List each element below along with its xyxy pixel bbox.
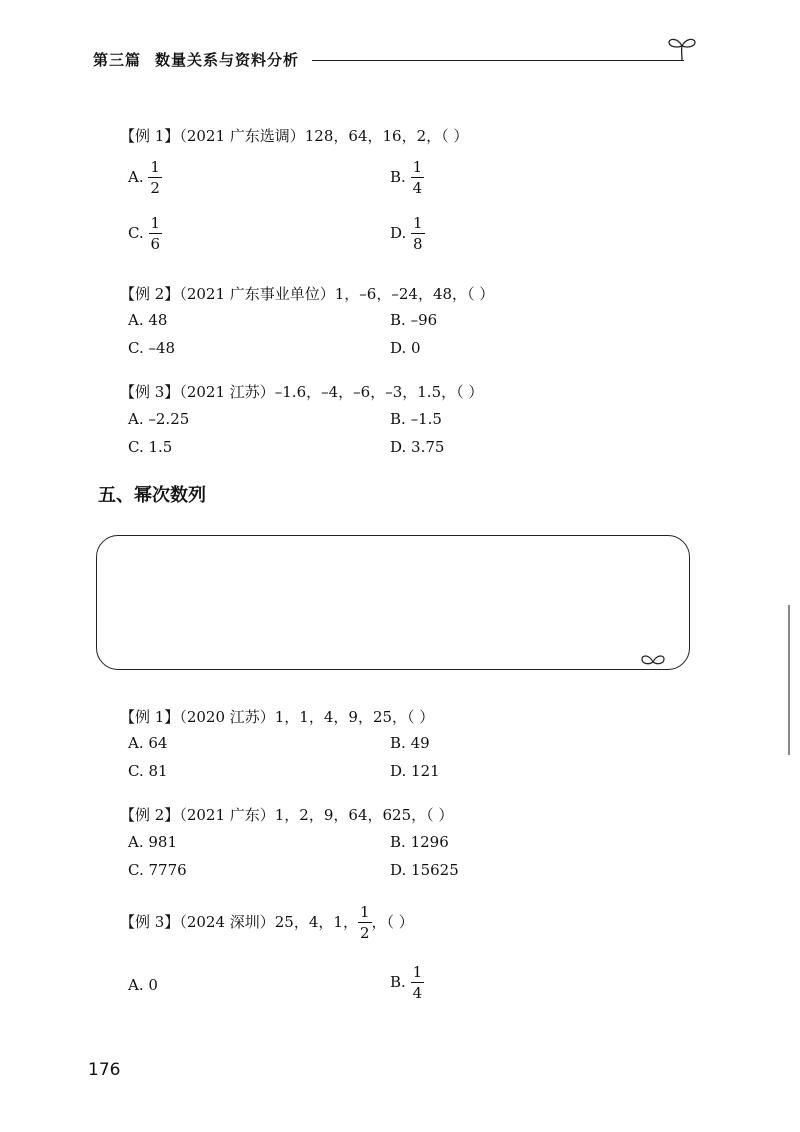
header-rule [312,60,684,61]
fraction: $\frac{1}{4}$ [412,158,423,197]
option-a: A. $\frac{1}{2}$ [128,158,160,197]
option-d: D. 0 [390,339,421,357]
example-question [120,804,453,825]
option-c: C. 1.5 [128,438,173,456]
example-source: （2021 广东事业单位） [179,285,335,303]
example-sequence: 1，–6，–24，48，（ ） [334,285,495,303]
option-c: C. $\frac{1}{6}$ [128,214,161,253]
option-d: D. 121 [390,762,440,780]
example-label: 【例 1】 [120,127,180,145]
example-label: 【例 1】 [120,708,180,726]
option-c: C. 81 [128,762,168,780]
fraction: $\frac{1}{4}$ [412,963,423,1002]
section-title: 五、幂次数列 [98,485,206,506]
leaf-ornament-icon [640,652,666,674]
example-label: 【例 2】 [120,285,180,303]
option-b: B. –1.5 [390,410,442,428]
notes-box [96,535,690,670]
option-c: C. –48 [128,339,176,357]
fraction: $\frac{1}{2}$ [359,903,370,942]
option-b: B. $\frac{1}{4}$ [390,963,423,1002]
example-source: （2021 广东） [179,806,275,824]
option-b: B. 49 [390,734,430,752]
fraction: $\frac{1}{6}$ [150,214,161,253]
page-number: 176 [88,1060,121,1080]
option-a: A. –2.25 [128,410,190,428]
scan-edge-mark [788,605,790,755]
example-sequence: 128，64，16，2，（ ） [304,127,469,145]
option-a: A. 981 [128,833,178,851]
example-source: （2021 广东选调） [179,127,305,145]
example-label: 【例 3】 [120,383,180,401]
example-sequence: 1，2，9，64，625，（ ） [274,806,454,824]
header-title [93,49,299,70]
example-question [120,381,483,402]
option-b: B. –96 [390,311,438,329]
example-label: 【例 3】 [120,913,180,931]
example-question [120,283,494,304]
fraction: $\frac{1}{8}$ [413,214,423,253]
option-a: A. 48 [128,311,168,329]
example-sequence: –1.6，–4，–6，–3，1.5，（ ） [274,383,484,401]
option-d: D. 15625 [390,861,459,879]
fraction: $\frac{1}{2}$ [150,158,160,197]
header-chapter: 数量关系与资料分析 [155,51,300,69]
example-sequence: 1，1，4，9，25，（ ） [274,708,435,726]
example-label: 【例 2】 [120,806,180,824]
example-source: （2020 江苏） [179,708,275,726]
example-question [120,706,434,727]
option-d: D. $\frac{1}{8}$ [390,214,423,253]
option-a: A. 0 [128,976,158,994]
example-question: 【例 3】（2024 深圳）25，4，1， $\frac{1}{2}$ ，（ ） [120,903,414,942]
example-sequence: 25，4，1， [274,913,358,931]
option-d: D. 3.75 [390,438,445,456]
sprout-leaf-icon [666,34,698,66]
example-source: （2024 深圳） [179,913,275,931]
option-b: B. $\frac{1}{4}$ [390,158,423,197]
option-b: B. 1296 [390,833,449,851]
example-source: （2021 江苏） [179,383,275,401]
example-question [120,125,468,146]
header-part: 第三篇 [93,51,142,69]
option-c: C. 7776 [128,861,187,879]
option-a: A. 64 [128,734,168,752]
